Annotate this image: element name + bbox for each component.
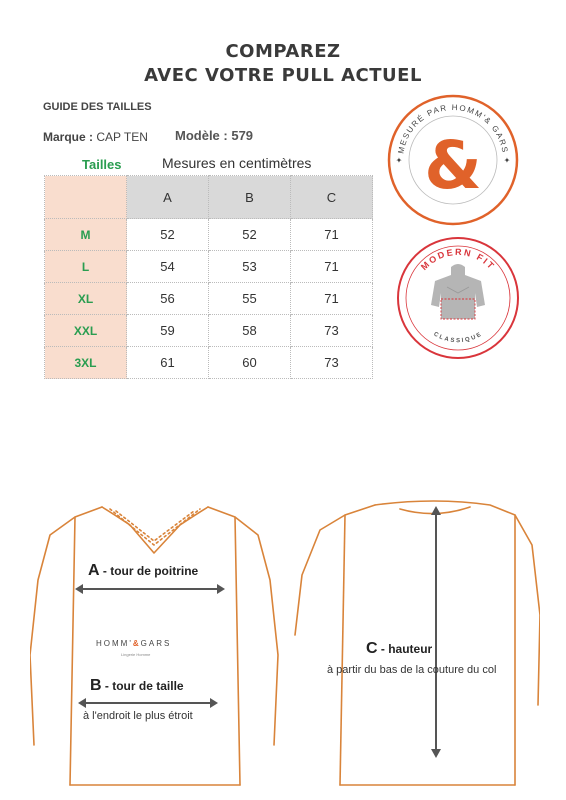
value-c: 73 (291, 315, 373, 347)
title-line-2: AVEC VOTRE PULL ACTUEL (144, 65, 422, 86)
waist-sub: à l'endroit le plus étroit (83, 710, 193, 722)
value-b: 53 (209, 251, 291, 283)
brand-label: Marque : (43, 130, 97, 144)
brand-line (43, 130, 148, 144)
value-b: 55 (209, 283, 291, 315)
badge-bottom-text: CLASSIQUE (432, 331, 484, 345)
value-a: 56 (127, 283, 209, 315)
table-row (45, 219, 373, 251)
badge-arc-text: MESURÉ PAR HOMM'& GARS (396, 102, 510, 155)
measures-header: Mesures en centimètres (162, 155, 312, 171)
chest-text: - tour de poitrine (99, 564, 199, 578)
chest-arrow (75, 582, 225, 596)
value-c: 71 (291, 283, 373, 315)
height-label (366, 640, 432, 658)
column-header-a: A (127, 176, 209, 219)
v-neck (102, 507, 208, 553)
waist-label (90, 677, 184, 695)
value-b: 60 (209, 347, 291, 379)
waist-text: - tour de taille (101, 679, 184, 693)
table-row (45, 315, 373, 347)
size-cell: M (45, 219, 127, 251)
title-line-1: COMPAREZ (225, 41, 341, 62)
column-header-b: B (209, 176, 291, 219)
star-icon: ✦ (503, 156, 511, 165)
modern-fit-badge (395, 235, 521, 361)
value-a: 61 (127, 347, 209, 379)
column-header-c: C (291, 176, 373, 219)
back-left-outline (295, 505, 375, 635)
table-row (45, 347, 373, 379)
logo-left: HOMM' (96, 639, 133, 648)
value-c: 71 (291, 251, 373, 283)
table-row (45, 251, 373, 283)
value-b: 52 (209, 219, 291, 251)
value-a: 54 (127, 251, 209, 283)
value-c: 73 (291, 347, 373, 379)
logo-subtitle: Lingerie Homme (121, 652, 151, 657)
size-cell: 3XL (45, 347, 127, 379)
table-row (45, 283, 373, 315)
logo-right: GARS (140, 639, 172, 648)
badge-top-text: MODERN FIT (418, 246, 498, 273)
front-right-outline (208, 507, 278, 745)
chest-label (88, 562, 198, 580)
header-empty-cell (45, 176, 127, 219)
size-cell: XXL (45, 315, 127, 347)
height-letter: C (366, 640, 378, 657)
height-text: - hauteur (377, 642, 433, 656)
waist-arrow (78, 696, 218, 710)
value-c: 71 (291, 219, 373, 251)
page-title (0, 40, 566, 88)
ampersand-icon: & (424, 127, 482, 204)
front-right-side (235, 517, 240, 785)
size-table (44, 175, 373, 379)
torso-icon (431, 264, 485, 319)
table-header-row (45, 176, 373, 219)
waist-letter: B (90, 677, 102, 694)
size-cell: XL (45, 283, 127, 315)
back-left-side (340, 515, 345, 785)
model-label: Modèle : 579 (175, 128, 254, 143)
brand-logo (96, 639, 171, 648)
measured-by-badge (385, 92, 521, 228)
guide-label: GUIDE DES TAILLES (43, 101, 152, 113)
value-a: 52 (127, 219, 209, 251)
logo-amp: & (132, 639, 141, 648)
sizes-header: Tailles (82, 157, 122, 172)
brand-value: CAP TEN (96, 130, 148, 144)
height-arrow (429, 506, 443, 758)
value-b: 58 (209, 315, 291, 347)
chest-letter: A (88, 562, 100, 579)
star-icon: ✦ (395, 156, 403, 165)
height-sub: à partir du bas de la couture du col (327, 664, 497, 676)
size-cell: L (45, 251, 127, 283)
value-a: 59 (127, 315, 209, 347)
front-left-side (70, 517, 75, 785)
